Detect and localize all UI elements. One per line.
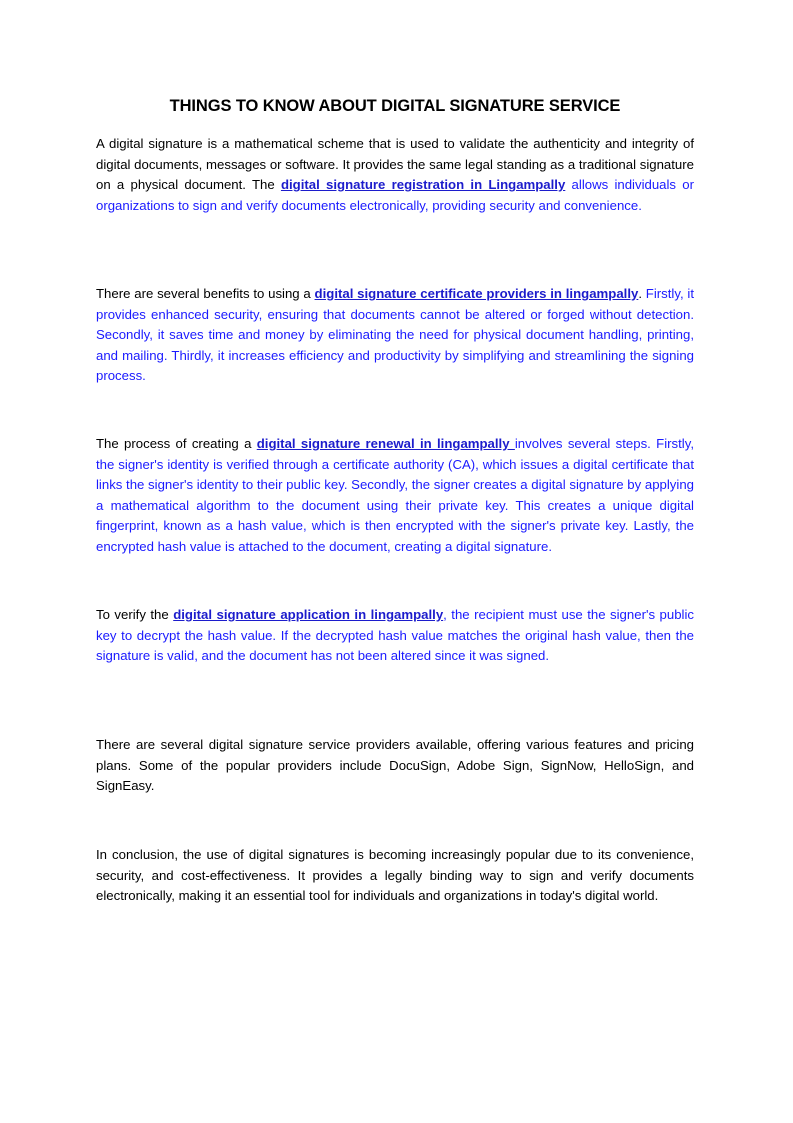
paragraph-text: To verify the: [96, 607, 174, 622]
paragraph-conclusion: In conclusion, the use of digital signatures is becoming increasingly popular due to its convenience, security, and cost-effectiveness. It provides a legally binding way to sign and verify documents electronically, making it an essential tool for individuals and organizations in today's digital world.: [96, 847, 694, 903]
paragraph-text: The process of creating a: [96, 436, 257, 451]
paragraph-process: [96, 434, 694, 557]
paragraph-intro: [96, 134, 694, 216]
link-certificate-providers[interactable]: digital signature certificate providers in lingampally: [314, 286, 639, 301]
paragraph-benefits: [96, 284, 694, 387]
paragraph-verify: [96, 605, 694, 667]
link-renewal[interactable]: digital signature renewal in lingampally: [256, 436, 515, 451]
paragraph-text-highlight: , the recipient must use the signer's public key to decrypt the hash value. If the decrypted hash value matches the original hash value, then the signature is valid, and the document has not been altered since it was signed.: [96, 607, 694, 663]
paragraph-text: A digital signature is a mathematical scheme that is used to validate the authenticity and integrity of digital documents, messages or software. It provides the same legal standing as a traditional signature on a physical document. The: [96, 136, 694, 192]
paragraph-punct: .: [638, 286, 642, 301]
paragraph-text-highlight: involves several steps. Firstly, the signer's identity is verified through a certificate authority (CA), which issues a digital certificate that links the signer's identity to their public key. Secondly, the signer creates a digital signature by applying a mathematical algorithm to the document using their private key. This creates a unique digital fingerprint, known as a hash value, which is then encrypted with the signer's private key. Lastly, the encrypted hash value is attached to the document, creating a digital signature.: [96, 436, 694, 554]
link-registration[interactable]: digital signature registration in Lingampally: [280, 177, 566, 192]
paragraph-text-highlight: Firstly, it provides enhanced security, ensuring that documents cannot be altered or forged without detection. Secondly, it saves time and money by eliminating the need for physical document handling, printing, and mailing. Thirdly, it increases efficiency and productivity by simplifying and streamlining the signing process.: [96, 286, 695, 383]
document-title: THINGS TO KNOW ABOUT DIGITAL SIGNATURE SERVICE: [169, 97, 621, 115]
paragraph-providers: There are several digital signature service providers available, offering various features and pricing plans. Some of the popular providers include DocuSign, Adobe Sign, SignNow, HelloSign, and SignEasy.: [96, 737, 694, 793]
link-application[interactable]: digital signature application in lingampally: [173, 607, 444, 622]
paragraph-text: There are several benefits to using a: [96, 286, 315, 301]
paragraph-text-highlight: allows individuals or organizations to sign and verify documents electronically, providing security and convenience.: [96, 177, 694, 213]
